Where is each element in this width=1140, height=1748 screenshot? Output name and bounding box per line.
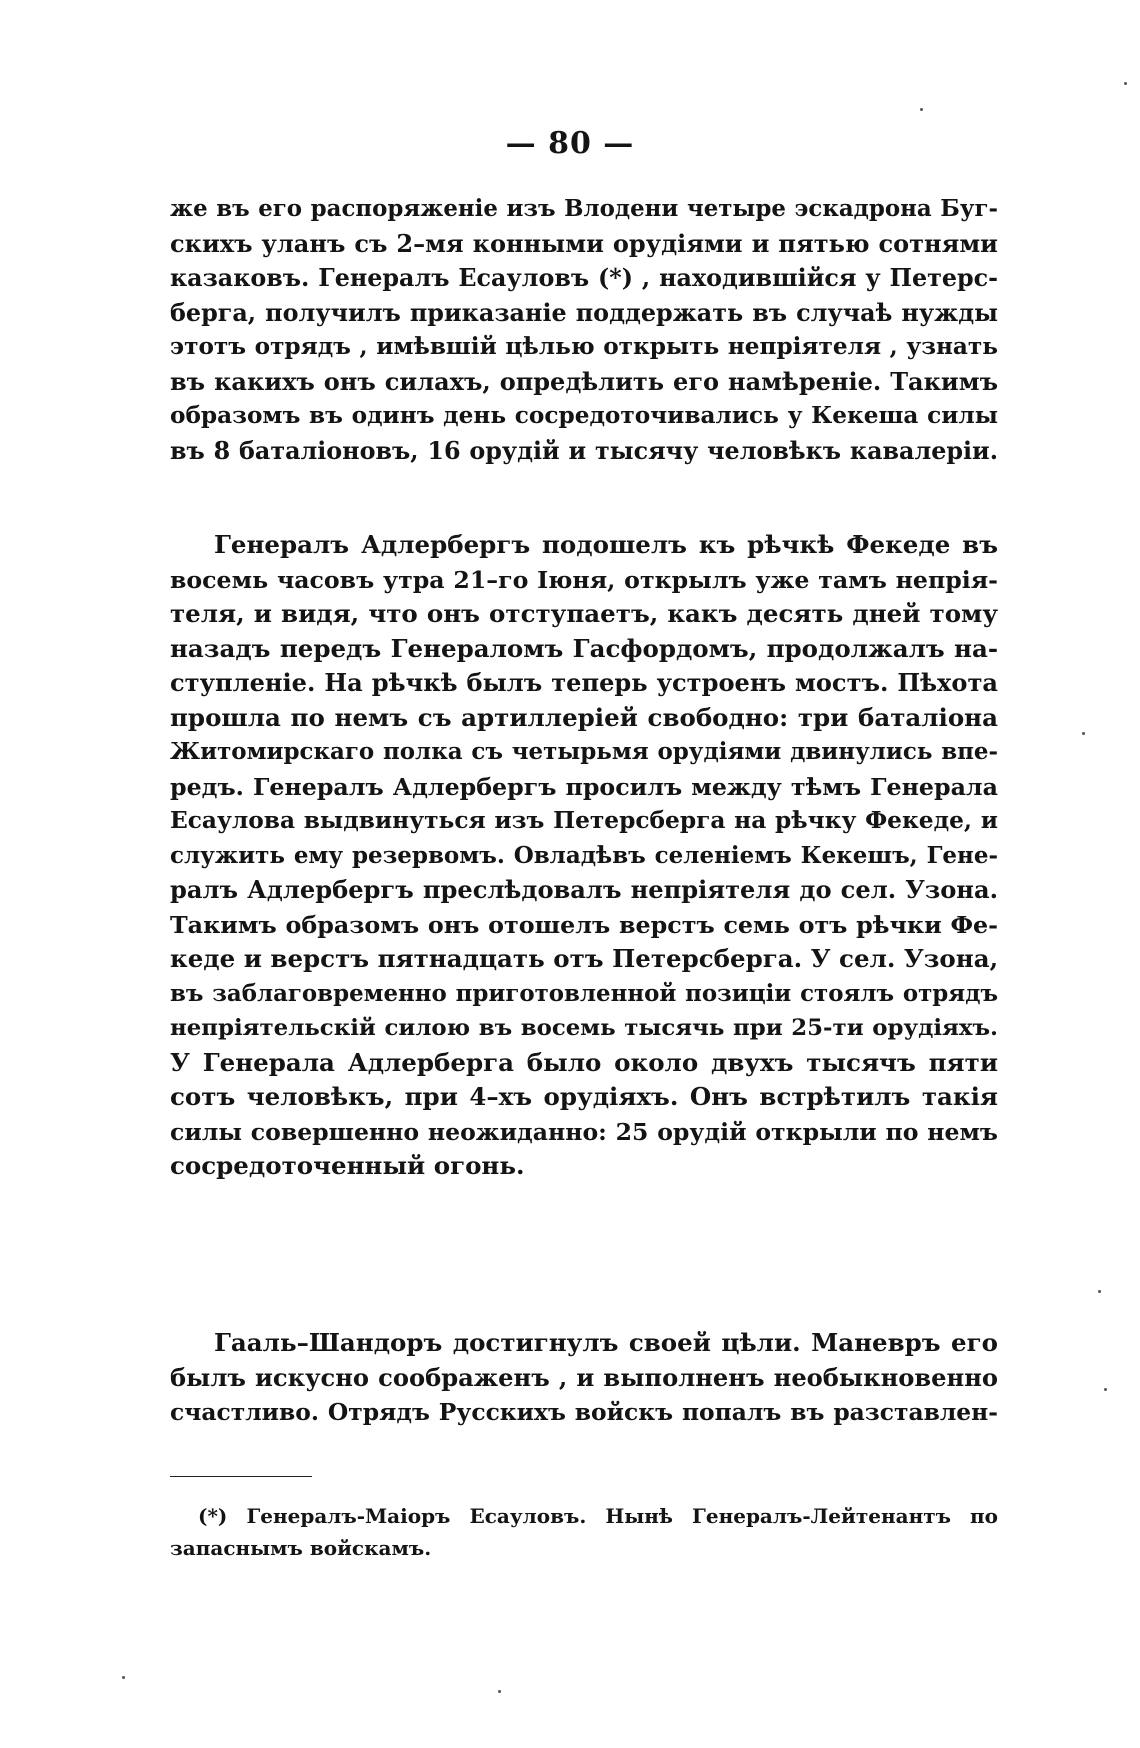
text-line: Житомирскаго полка съ четырьмя орудіями двинулись впе- <box>170 738 998 765</box>
scan-speck <box>1082 732 1085 735</box>
scan-speck <box>920 108 923 111</box>
text-line: образомъ въ одинъ день сосредоточивались у Кекеша силы <box>170 402 998 429</box>
text-line: ралъ Адлербергъ преслѣдовалъ непріятеля до сел. Узона. <box>170 875 998 904</box>
text-line: Гааль–Шандоръ достигнулъ своей цѣли. Маневръ его <box>214 1328 998 1357</box>
footnote <box>170 1500 998 1564</box>
footnote-divider <box>170 1476 312 1477</box>
text-line: Есаулова выдвинуться изъ Петерсберга на рѣчку Фекеде, и <box>170 807 998 834</box>
text-line: непріятельскій силою въ восемь тысячь при 25-ти орудіяхъ. <box>170 1015 998 1041</box>
text-line: скихъ уланъ съ 2–мя конными орудіями и пятью сотнями <box>170 228 998 258</box>
text-line: назадъ передъ Генераломъ Гасфордомъ, продолжалъ на- <box>170 633 998 663</box>
scan-speck <box>122 1676 125 1679</box>
text-line: ступленіе. На рѣчкѣ былъ теперь устроенъ мостъ. Пѣхота <box>170 668 998 697</box>
scan-speck <box>1104 1388 1107 1391</box>
paragraph-1 <box>170 192 998 468</box>
text-line: теля, и видя, что онъ отступаетъ, какъ десять дней тому <box>170 599 998 628</box>
text-line: кеде и верстъ пятнадцать отъ Петерсберга. У сел. Узона, <box>170 944 999 973</box>
scan-speck <box>498 1690 501 1693</box>
text-line: сосредоточенный огонь. <box>170 1151 525 1180</box>
text-line: счастливо. Отрядъ Русскихъ войскъ попалъ въ разставлен- <box>170 1398 998 1426</box>
footnote-line: (*) Генералъ-Маіоръ Есауловъ. Нынѣ Генералъ-Лейтенантъ по <box>198 1504 998 1528</box>
text-line: въ какихъ онъ силахъ, опредѣлить его намѣреніе. Такимъ <box>170 366 998 396</box>
text-line: же въ его распоряженіе изъ Влодени четыре эскадрона Буг- <box>170 196 998 222</box>
text-line: силы совершенно неожиданно: 25 орудій открыли по немъ <box>170 1117 998 1146</box>
text-line: въ заблаговременно приготовленной позиціи стоялъ отрядъ <box>170 980 998 1007</box>
footnote-line: запаснымъ войскамъ. <box>170 1536 432 1560</box>
paragraph-3 <box>170 1326 998 1430</box>
scan-speck <box>1098 1290 1101 1293</box>
text-line: прошла по немъ съ артиллеріей свободно: три баталіона <box>170 702 998 732</box>
text-line: служить ему резервомъ. Овладѣвъ селеніемъ Кекешъ, Гене- <box>170 841 998 869</box>
text-line: сотъ человѣкъ, при 4–хъ орудіяхъ. Онъ встрѣтилъ такія <box>170 1082 998 1111</box>
paragraph-2 <box>170 528 998 1184</box>
page-number: — 80 — <box>505 126 635 161</box>
text-line: У Генерала Адлерберга было около двухъ тысячъ пяти <box>170 1047 998 1077</box>
text-line: въ 8 баталіоновъ, 16 орудій и тысячу человѣкъ кавалеріи. <box>170 436 998 465</box>
text-line: восемь часовъ утра 21–го Іюня, открылъ уже тамъ непрія- <box>170 565 998 594</box>
text-line: берга, получилъ приказаніе поддержать въ случаѣ нужды <box>170 298 998 327</box>
text-line: казаковъ. Генералъ Есауловъ (*) , находившійся у Петерс- <box>170 264 998 292</box>
scan-speck <box>1124 82 1127 85</box>
text-line: Генералъ Адлербергъ подошелъ къ рѣчкѣ Фекеде въ <box>214 530 998 559</box>
text-line: Такимъ образомъ онъ отошелъ верстъ семь отъ рѣчки Фе- <box>170 910 998 939</box>
text-line: былъ искусно соображенъ , и выполненъ необыкновенно <box>170 1362 998 1392</box>
text-line: редъ. Генералъ Адлербергъ просилъ между тѣмъ Генерала <box>170 772 998 801</box>
text-line: этотъ отрядъ , имѣвшій цѣлью открыть непріятеля , узнать <box>170 333 998 360</box>
